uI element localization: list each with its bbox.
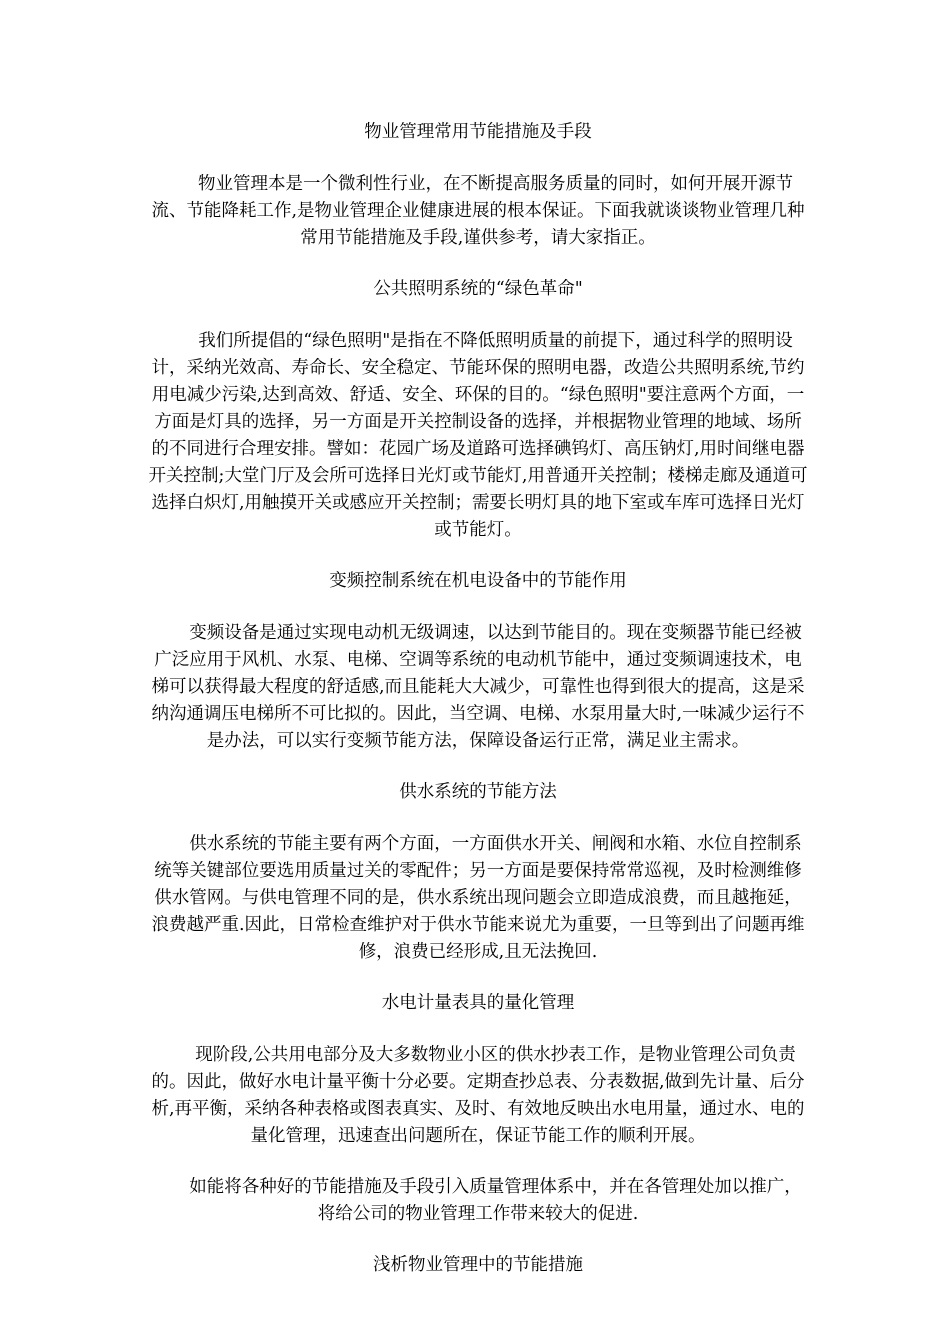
section-paragraph-metering: 现阶段,公共用电部分及大多数物业小区的供水抄表工作，是物业管理公司负责的。因此，做好水电计量平衡十分必要。定期查抄总表、分表数据,做到先计量、后分析,再平衡，采纳各种表格或图表真实、及时、有效地反映出水电用量，通过水、电的量化管理，迅速查出问题所在，保证节能工作的顺利开展。 — [151, 1045, 805, 1146]
section-heading-lighting: 公共照明系统的“绿色革命" — [373, 279, 583, 299]
document-title: 物业管理常用节能措施及手段 — [364, 122, 592, 142]
closing-paragraph: 如能将各种好的节能措施及手段引入质量管理体系中，并在各管理处加以推广，将给公司的物业管理工作带来较大的促进. — [189, 1177, 802, 1224]
section-paragraph-frequency: 变频设备是通过实现电动机无级调速，以达到节能目的。现在变频器节能已经被广泛应用于风机、水泵、电梯、空调等系统的电动机节能中，通过变频调速技术，电梯可以获得最大程度的舒适感,而且能耗大大减少，可靠性也得到很大的提高，这是采纳沟通调压电梯所不可比拟的。因此，当空调、电梯、水泵用量大时,一味减少运行不是办法，可以实行变频节能方法，保障设备运行正常，满足业主需求。 — [151, 623, 805, 751]
section-heading-water: 供水系统的节能方法 — [399, 782, 557, 802]
document-body — [148, 119, 808, 1279]
section-heading-frequency: 变频控制系统在机电设备中的节能作用 — [329, 571, 627, 591]
intro-paragraph: 物业管理本是一个微利性行业，在不断提高服务质量的同时，如何开展开源节流、节能降耗工作,是物业管理企业健康进展的根本保证。下面我就谈谈物业管理几种常用节能措施及手段,谨供参考，请大家指正。 — [151, 174, 805, 248]
section-heading-metering: 水电计量表具的量化管理 — [381, 993, 575, 1013]
section-paragraph-water: 供水系统的节能主要有两个方面，一方面供水开关、闸阀和水箱、水位自控制系统等关键部位要选用质量过关的零配件；另一方面是要保持常常巡视，及时检测维修供水管网。与供电管理不同的是，供水系统出现问题会立即造成浪费，而且越拖延，浪费越严重.因此，日常检查维护对于供水节能来说尤为重要，一旦等到出了问题再维修，浪费已经形成,且无法挽回. — [151, 834, 805, 962]
next-article-title: 浅析物业管理中的节能措施 — [373, 1255, 583, 1275]
section-paragraph-lighting: 我们所提倡的“绿色照明"是指在不降低照明质量的前提下，通过科学的照明设计，采纳光效高、寿命长、安全稳定、节能环保的照明电器，改造公共照明系统,节约用电减少污染,达到高效、舒适、安全、环保的目的。“绿色照明"要注意两个方面，一方面是灯具的选择，另一方面是开关控制设备的选择，并根据物业管理的地域、场所的不同进行合理安排。譬如：花园广场及道路可选择碘钨灯、高压钠灯,用时间继电器开关控制;大堂门厅及会所可选择日光灯或节能灯,用普通开关控制；楼梯走廊及通道可选择白炽灯,用触摸开关或感应开关控制；需要长明灯具的地下室或车库可选择日光灯或节能灯。 — [148, 331, 808, 540]
